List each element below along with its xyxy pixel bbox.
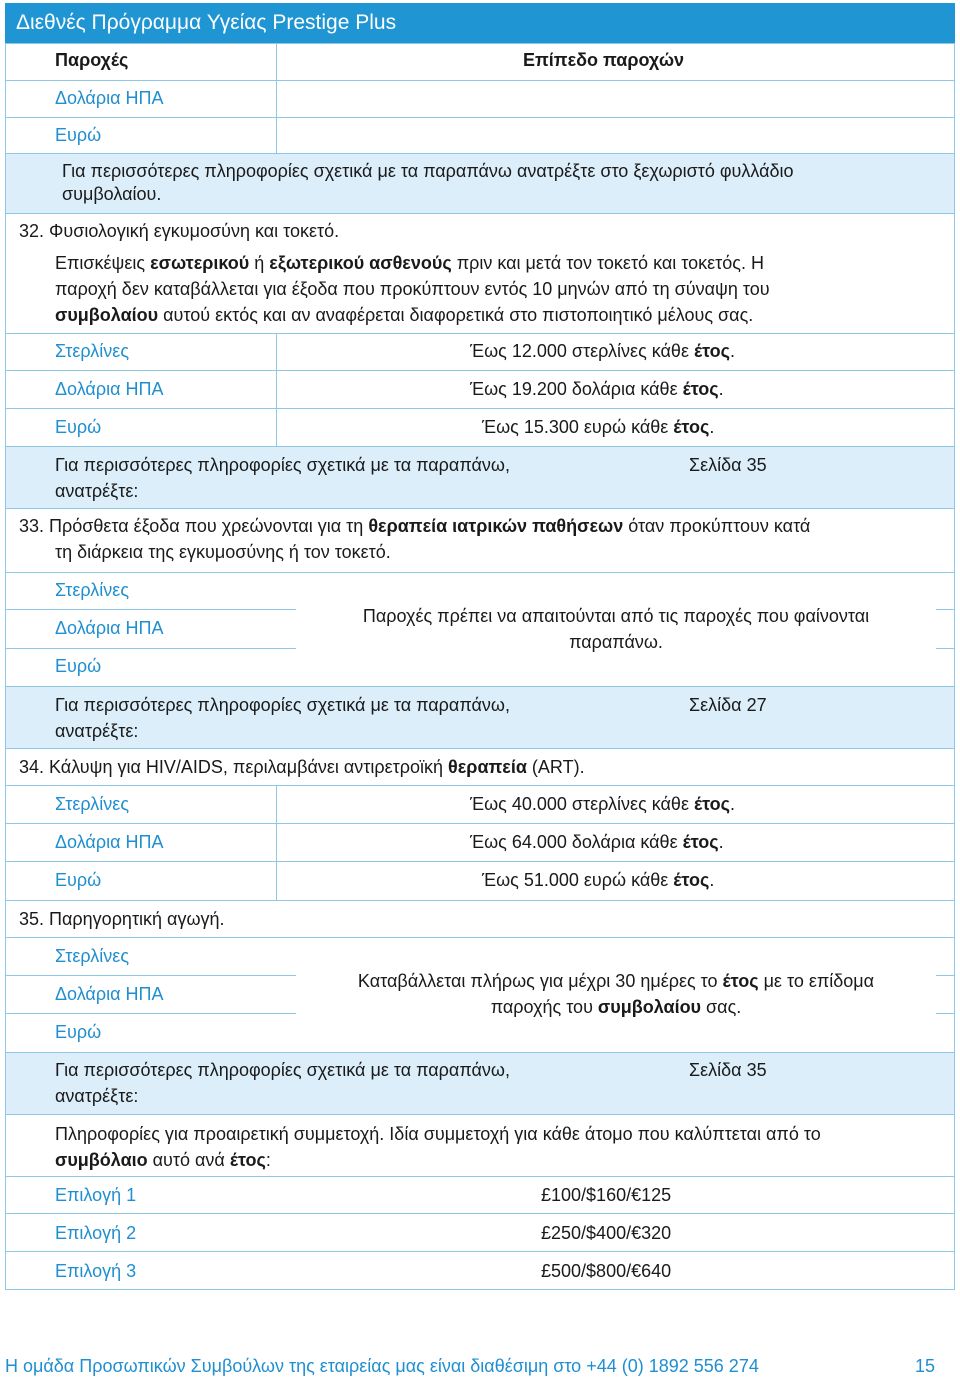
note-line: Για περισσότερες πληροφορίες σχετικά με τα παραπάνω ανατρέξτε στο ξεχωριστό φυλλάδιο: [62, 161, 794, 181]
page-reference: Σελίδα 27: [689, 695, 767, 715]
benefit-limit: Έως 19.200 δολάρια κάθε έτος.: [470, 379, 724, 399]
currency-label: Δολάρια ΗΠΑ: [55, 618, 164, 638]
section-32-text: Επισκέψεις εσωτερικού ή εξωτερικού ασθενούς πριν και μετά τον τοκετό και τοκετός. Η: [55, 253, 764, 273]
page-reference: Σελίδα 35: [689, 455, 767, 475]
benefit-limit: Έως 15.300 ευρώ κάθε έτος.: [482, 417, 715, 437]
currency-label: Ευρώ: [55, 1022, 102, 1042]
currency-label: Ευρώ: [55, 125, 102, 145]
currency-label: Στερλίνες: [55, 341, 129, 361]
benefit-limit: Έως 12.000 στερλίνες κάθε έτος.: [470, 341, 735, 361]
note-line: συμβολαίου.: [62, 184, 162, 204]
more-info-text: ανατρέξτε:: [55, 481, 139, 501]
currency-label: Ευρώ: [55, 870, 102, 890]
page-reference: Σελίδα 35: [689, 1060, 767, 1080]
header-benefit-level: Επίπεδο παροχών: [523, 50, 685, 70]
section-33-heading: 33. Πρόσθετα έξοδα που χρεώνονται για τη θεραπεία ιατρικών παθήσεων όταν προκύπτουν κατά: [19, 516, 811, 536]
footer: [5, 1356, 955, 1377]
option-label: Επιλογή 1: [55, 1185, 137, 1205]
benefit-description: Καταβάλλεται πλήρως για μέχρι 30 ημέρες το έτος με το επίδομα: [296, 968, 936, 994]
section-32-heading: 32. Φυσιολογική εγκυμοσύνη και τοκετό.: [19, 221, 340, 241]
benefit-limit: Έως 40.000 στερλίνες κάθε έτος.: [470, 794, 735, 814]
copay-description: συμβόλαιο αυτό ανά έτος:: [55, 1150, 271, 1170]
section-33-heading: τη διάρκεια της εγκυμοσύνης ή τον τοκετό.: [55, 542, 391, 562]
more-info-text: Για περισσότερες πληροφορίες σχετικά με τα παραπάνω,: [55, 1060, 510, 1080]
option-label: Επιλογή 2: [55, 1223, 137, 1243]
currency-label: Δολάρια ΗΠΑ: [55, 88, 164, 108]
title-bar: [5, 3, 955, 43]
page-title: Διεθνές Πρόγραμμα Υγείας Prestige Plus: [16, 11, 397, 34]
more-info-text: Για περισσότερες πληροφορίες σχετικά με τα παραπάνω,: [55, 695, 510, 715]
currency-label: Δολάρια ΗΠΑ: [55, 832, 164, 852]
currency-label: Ευρώ: [55, 656, 102, 676]
currency-label: Δολάρια ΗΠΑ: [55, 379, 164, 399]
page-number: 15: [914, 1356, 935, 1376]
footer-contact-text: Η ομάδα Προσωπικών Συμβούλων της εταιρείας μας είναι διαθέσιμη στο +44 (0) 1892 556 274: [5, 1356, 759, 1376]
more-info-text: ανατρέξτε:: [55, 1086, 139, 1106]
option-value: £250/$400/€320: [541, 1223, 672, 1243]
option-value: £100/$160/€125: [541, 1185, 672, 1205]
currency-label: Ευρώ: [55, 417, 102, 437]
currency-label: Στερλίνες: [55, 794, 129, 814]
currency-label: Στερλίνες: [55, 946, 129, 966]
option-label: Επιλογή 3: [55, 1261, 137, 1281]
benefit-description: παραπάνω.: [296, 629, 936, 655]
more-info-text: ανατρέξτε:: [55, 721, 139, 741]
option-value: £500/$800/€640: [541, 1261, 672, 1281]
section-32-text: παροχή δεν καταβάλλεται για έξοδα που προκύπτουν εντός 10 μηνών από τη σύναψη του: [55, 279, 770, 299]
benefit-limit: Έως 51.000 ευρώ κάθε έτος.: [482, 870, 715, 890]
benefit-description: παροχής του συμβολαίου σας.: [296, 994, 936, 1020]
section-34-heading: 34. Κάλυψη για HIV/AIDS, περιλαμβάνει αντιρετροϊκή θεραπεία (ART).: [19, 757, 585, 777]
header-benefits: Παροχές: [55, 50, 129, 70]
section-32-text: συμβολαίου αυτού εκτός και αν αναφέρεται διαφορετικά στο πιστοποιητικό μέλους σας.: [55, 305, 754, 325]
benefit-limit: Έως 64.000 δολάρια κάθε έτος.: [470, 832, 724, 852]
currency-label: Δολάρια ΗΠΑ: [55, 984, 164, 1004]
benefit-description: Παροχές πρέπει να απαιτούνται από τις παροχές που φαίνονται: [296, 603, 936, 629]
copay-description: Πληροφορίες για προαιρετική συμμετοχή. Ιδία συμμετοχή για κάθε άτομο που καλύπτεται από το: [55, 1124, 821, 1144]
section-35-heading: 35. Παρηγορητική αγωγή.: [19, 909, 225, 929]
currency-label: Στερλίνες: [55, 580, 129, 600]
more-info-text: Για περισσότερες πληροφορίες σχετικά με τα παραπάνω,: [55, 455, 510, 475]
